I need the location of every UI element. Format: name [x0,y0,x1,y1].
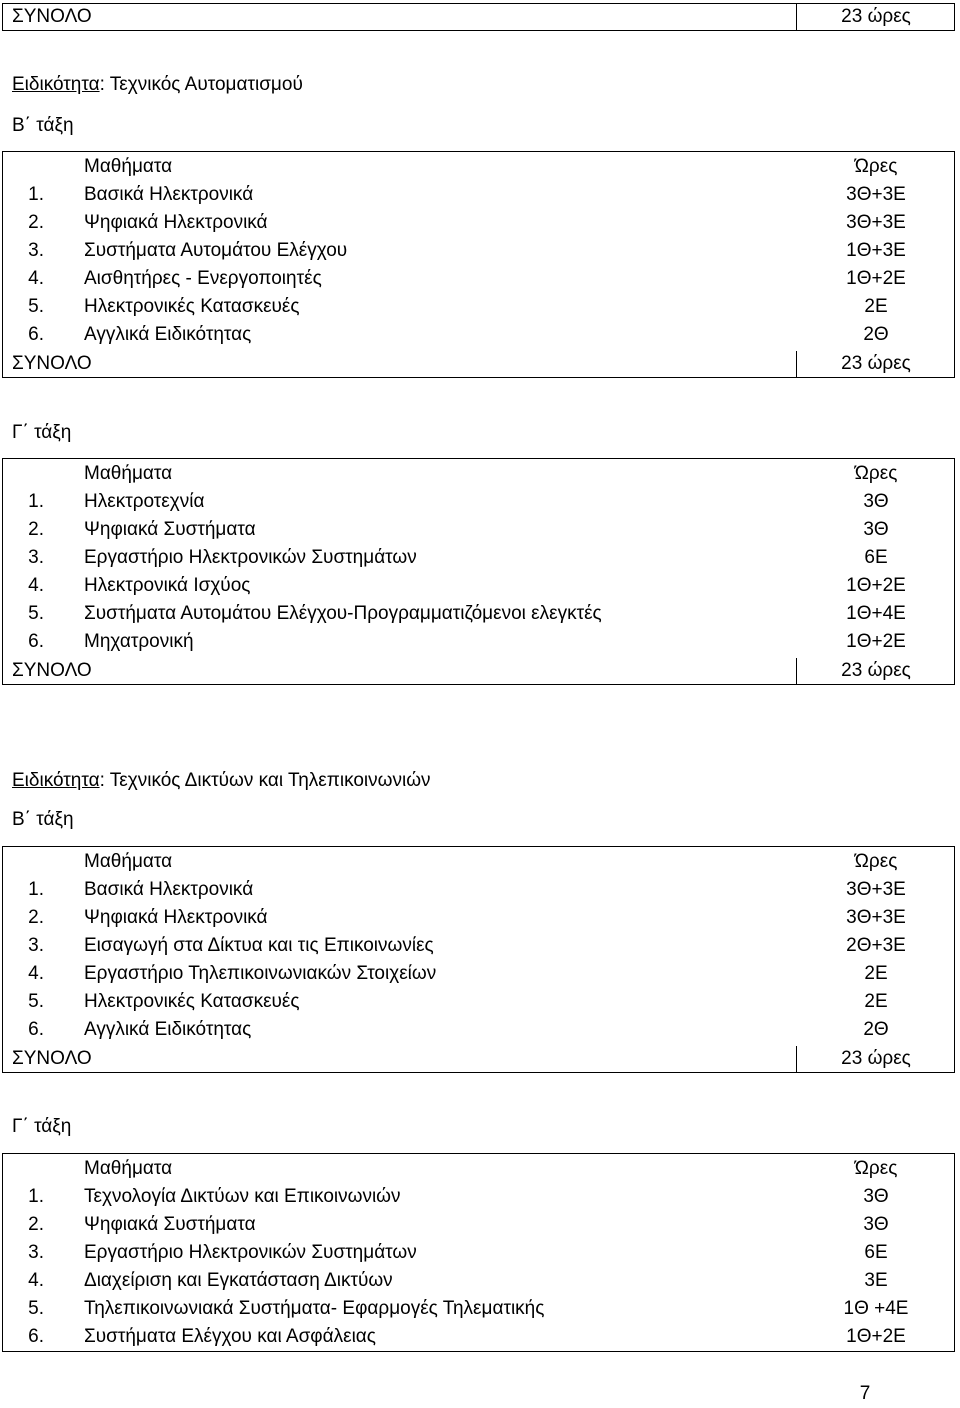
row-hours: 1Θ+2Ε [846,631,906,652]
row-hours: 3Θ+3Ε [846,879,906,900]
spec1-b-total-hours: 23 ώρες [841,353,911,374]
row-course: Βασικά Ηλεκτρονικά [84,184,254,205]
row-course: Ηλεκτρονικά Ισχύος [84,575,251,596]
row-number: 4. [28,268,44,289]
spec2-b-total-label: ΣΥΝΟΛΟ [12,1048,92,1069]
row-hours: 3Θ [863,519,889,540]
row-number: 6. [28,324,44,345]
row-hours: 2Θ [863,324,889,345]
row-hours: 3Θ+3Ε [846,184,906,205]
spec1-b-header-hours: Ώρες [854,156,898,177]
spec1-c-total-hours: 23 ώρες [841,660,911,681]
row-hours: 2Θ+3Ε [846,935,906,956]
row-course: Εισαγωγή στα Δίκτυα και τις Επικοινωνίες [84,935,434,956]
row-hours: 3Θ [863,1186,889,1207]
row-course: Αγγλικά Ειδικότητας [84,324,252,345]
row-number: 1. [28,491,44,512]
row-number: 5. [28,603,44,624]
spec2-c-header-hours: Ώρες [854,1158,898,1179]
spec1-c-grade: Γ΄ τάξη [12,422,72,443]
row-course: Τεχνολογία Δικτύων και Επικοινωνιών [84,1186,401,1207]
row-hours: 1Θ +4Ε [843,1298,909,1319]
row-number: 2. [28,519,44,540]
page-number: 7 [859,1383,871,1404]
row-course: Αγγλικά Ειδικότητας [84,1019,252,1040]
row-course: Ψηφιακά Συστήματα [84,519,256,540]
spec1-b-total-label: ΣΥΝΟΛΟ [12,353,92,374]
spec2-name: : Τεχνικός Δικτύων και Τηλεπικοινωνιών [99,770,431,791]
row-number: 2. [28,907,44,928]
row-hours: 3Θ+3Ε [846,907,906,928]
row-course: Ψηφιακά Συστήματα [84,1214,256,1235]
row-course: Εργαστήριο Ηλεκτρονικών Συστημάτων [84,547,417,568]
row-number: 2. [28,212,44,233]
row-number: 5. [28,1298,44,1319]
spec1-b-grade: Β΄ τάξη [12,115,74,136]
row-hours: 1Θ+2Ε [846,1326,906,1347]
top-total-hours: 23 ώρες [841,6,911,27]
spec1-c-header-hours: Ώρες [854,463,898,484]
row-number: 1. [28,879,44,900]
row-number: 2. [28,1214,44,1235]
row-course: Μηχατρονική [84,631,194,652]
spec1-c-total-label: ΣΥΝΟΛΟ [12,660,92,681]
row-hours: 3Θ [863,491,889,512]
row-course: Εργαστήριο Ηλεκτρονικών Συστημάτων [84,1242,417,1263]
row-course: Ηλεκτρονικές Κατασκευές [84,991,300,1012]
row-course: Ψηφιακά Ηλεκτρονικά [84,907,268,928]
row-number: 3. [28,935,44,956]
row-hours: 6Ε [864,1242,888,1263]
row-hours: 2Θ [863,1019,889,1040]
spec2-b-grade: Β΄ τάξη [12,809,74,830]
spec1-c-header-courses: Μαθήματα [84,463,173,484]
spec2-b-header-courses: Μαθήματα [84,851,173,872]
row-course: Ηλεκτρονικές Κατασκευές [84,296,300,317]
row-course: Συστήματα Αυτομάτου Ελέγχου-Προγραμματιζόμενοι ελεγκτές [84,603,602,624]
row-course: Εργαστήριο Τηλεπικοινωνιακών Στοιχείων [84,963,437,984]
row-number: 6. [28,631,44,652]
spec2-title [12,767,431,795]
row-course: Αισθητήρες - Ενεργοποιητές [84,268,322,289]
row-number: 3. [28,240,44,261]
row-hours: 1Θ+4Ε [846,603,906,624]
spec2-label: Ειδικότητα [12,770,100,791]
row-number: 5. [28,296,44,317]
row-course: Συστήματα Αυτομάτου Ελέγχου [84,240,348,261]
row-hours: 3Θ [863,1214,889,1235]
top-total-label: ΣΥΝΟΛΟ [12,6,92,27]
row-course: Συστήματα Ελέγχου και Ασφάλειας [84,1326,376,1347]
row-number: 1. [28,184,44,205]
spec1-b-header-courses: Μαθήματα [84,156,173,177]
row-hours: 6Ε [864,547,888,568]
row-course: Ηλεκτροτεχνία [84,491,205,512]
row-hours: 2Ε [864,963,888,984]
spec1-name: : Τεχνικός Αυτοματισμού [99,74,303,95]
row-number: 4. [28,963,44,984]
spec2-c-grade: Γ΄ τάξη [12,1116,72,1137]
row-number: 1. [28,1186,44,1207]
row-number: 4. [28,575,44,596]
row-number: 4. [28,1270,44,1291]
row-course: Ψηφιακά Ηλεκτρονικά [84,212,268,233]
spec2-c-header-courses: Μαθήματα [84,1158,173,1179]
row-hours: 1Θ+2Ε [846,575,906,596]
spec2-b-header-hours: Ώρες [854,851,898,872]
row-number: 6. [28,1326,44,1347]
row-course: Τηλεπικοινωνιακά Συστήματα- Εφαρμογές Τηλεματικής [84,1298,545,1319]
spec1-title [12,71,303,99]
row-hours: 2Ε [864,991,888,1012]
row-number: 5. [28,991,44,1012]
row-hours: 3Θ+3Ε [846,212,906,233]
row-number: 3. [28,1242,44,1263]
row-hours: 3Ε [864,1270,888,1291]
spec1-label: Ειδικότητα [12,74,100,95]
row-hours: 1Θ+3Ε [846,240,906,261]
row-number: 6. [28,1019,44,1040]
spec2-b-total-hours: 23 ώρες [841,1048,911,1069]
row-number: 3. [28,547,44,568]
row-course: Διαχείριση και Εγκατάσταση Δικτύων [84,1270,393,1291]
row-hours: 2Ε [864,296,888,317]
row-course: Βασικά Ηλεκτρονικά [84,879,254,900]
row-hours: 1Θ+2Ε [846,268,906,289]
